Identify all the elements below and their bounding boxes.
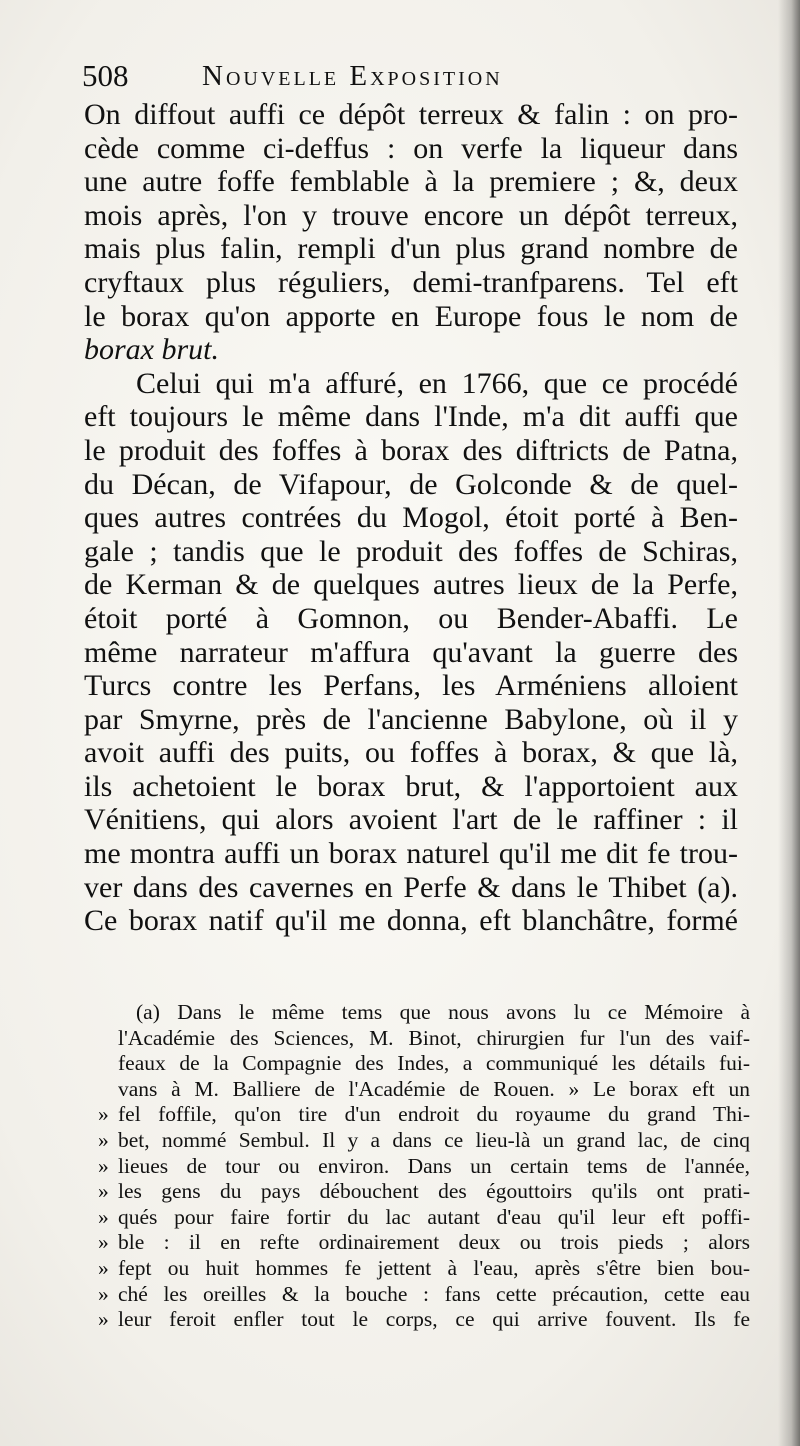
text-line: borax brut. bbox=[84, 333, 219, 367]
text-line: étoit porté à Gomnon, ou Bender-Abaffi. Le bbox=[84, 601, 738, 635]
quote-mark: » bbox=[98, 1307, 109, 1332]
quote-mark: » bbox=[98, 1230, 109, 1255]
text-line: eft toujours le même dans l'Inde, m'a dit auffi que bbox=[84, 400, 738, 434]
text-line: mois après, l'on y trouve encore un dépôt terreux, bbox=[84, 198, 738, 232]
text-line: avoit auffi des puits, ou foffes à borax, & que là, bbox=[84, 736, 738, 770]
text-line: cède comme ci-deffus : on verfe la liqueur dans bbox=[84, 131, 738, 165]
page-header bbox=[82, 56, 722, 96]
text-line: Turcs contre les Perfans, les Arméniens alloient bbox=[84, 669, 738, 703]
footnote-line-text: leur feroit enfler tout le corps, ce qui arrive fouvent. Ils fe bbox=[118, 1307, 750, 1332]
footnote-line: l'Académie des Sciences, M. Binot, chirurgien fur l'un des vaif- bbox=[118, 1025, 750, 1050]
footnote-line-quoted bbox=[98, 1255, 750, 1282]
text-line: une autre foffe femblable à la premiere ; &, deux bbox=[84, 165, 738, 199]
running-title: Nouvelle Exposition bbox=[202, 60, 503, 92]
quote-mark: » bbox=[98, 1127, 109, 1152]
text-line: même narrateur m'affura qu'avant la guerre des bbox=[84, 635, 738, 669]
main-text bbox=[84, 98, 738, 938]
quote-mark: » bbox=[98, 1102, 109, 1127]
text-line: ques autres contrées du Mogol, étoit porté à Ben- bbox=[84, 501, 738, 535]
footnote-line-quoted bbox=[98, 1102, 750, 1128]
page-number: 508 bbox=[82, 58, 129, 93]
footnote-line-text: ble : il en refte ordinairement deux ou trois pieds ; alors bbox=[118, 1230, 750, 1255]
text-line: ver dans des cavernes en Perfe & dans le Thibet (a). bbox=[84, 870, 738, 904]
footnote-line-text: qués pour faire fortir du lac autant d'eau qu'il leur eft poffi- bbox=[118, 1204, 750, 1229]
text-line: me montra auffi un borax naturel qu'il me dit fe trou- bbox=[84, 837, 738, 871]
text-line: cryftaux plus réguliers, demi-tranfparens. Tel eft bbox=[84, 265, 738, 299]
footnote-line: vans à M. Balliere de l'Académie de Rouen. » Le borax eft un bbox=[118, 1076, 750, 1101]
footnote-line: (a) Dans le même tems que nous avons lu ce Mémoire à bbox=[136, 1000, 750, 1024]
footnote-line-text: lieues de tour ou environ. Dans un certain tems de l'année, bbox=[118, 1153, 750, 1178]
page-edge-shadow bbox=[778, 0, 800, 1446]
footnote-line-text: ché les oreilles & la bouche : fans cette précaution, cette eau bbox=[118, 1281, 750, 1306]
quote-mark: » bbox=[98, 1204, 109, 1229]
text-line: gale ; tandis que le produit des foffes de Schiras, bbox=[84, 534, 738, 568]
footnote-line-quoted bbox=[98, 1230, 750, 1256]
text-line: le borax qu'on apporte en Europe fous le nom de bbox=[84, 299, 738, 333]
quote-mark: » bbox=[98, 1153, 109, 1178]
text-line: Ce borax natif qu'il me donna, eft blanchâtre, formé bbox=[84, 904, 738, 938]
text-line: Vénitiens, qui alors avoient l'art de le raffiner : il bbox=[84, 803, 738, 837]
text-line: du Décan, de Vifapour, de Golconde & de quel- bbox=[84, 467, 738, 501]
footnote-line-text: fel foffile, qu'on tire d'un endroit du royaume du grand Thi- bbox=[118, 1102, 750, 1127]
footnote-line-quoted bbox=[98, 1179, 750, 1205]
footnote-line-text: les gens du pays débouchent des égouttoirs qu'ils ont prati- bbox=[118, 1179, 750, 1204]
text-line: Celui qui m'a affuré, en 1766, que ce procédé bbox=[136, 366, 738, 400]
footnote-line: feaux de la Compagnie des Indes, a communiqué les détails fui- bbox=[118, 1051, 750, 1076]
text-line: mais plus falin, rempli d'un plus grand nombre de bbox=[84, 232, 738, 266]
text-line: ils achetoient le borax brut, & l'apportoient aux bbox=[84, 769, 738, 803]
footnote-line-quoted bbox=[98, 1153, 750, 1180]
text-line: On diffout auffi ce dépôt terreux & falin : on pro- bbox=[84, 98, 738, 131]
quote-mark: » bbox=[98, 1255, 109, 1280]
footnote-line-text: fept ou huit hommes fe jettent à l'eau, après s'être bien bou- bbox=[118, 1255, 750, 1280]
footnote-line-quoted bbox=[98, 1281, 750, 1308]
footnote bbox=[98, 1000, 750, 1333]
quote-mark: » bbox=[98, 1179, 109, 1204]
footnote-line-quoted bbox=[98, 1127, 750, 1154]
footnote-line-quoted bbox=[98, 1307, 750, 1333]
footnote-line-text: bet, nommé Sembul. Il y a dans ce lieu-là un grand lac, de cinq bbox=[118, 1127, 750, 1152]
footnote-line-quoted bbox=[98, 1204, 750, 1231]
text-line: par Smyrne, près de l'ancienne Babylone, où il y bbox=[84, 702, 738, 736]
quote-mark: » bbox=[98, 1281, 109, 1306]
text-line: de Kerman & de quelques autres lieux de la Perfe, bbox=[84, 568, 738, 602]
text-line: le produit des foffes à borax des diftricts de Patna, bbox=[84, 433, 738, 467]
